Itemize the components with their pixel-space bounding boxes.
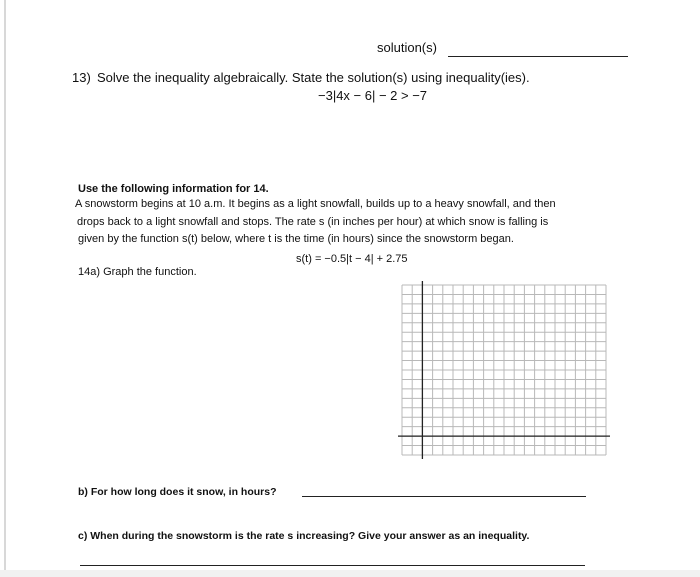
q14c-prompt: c) When during the snowstorm is the rate s increasing? Give your answer as an inequality. xyxy=(78,530,530,542)
page-edge xyxy=(4,0,6,577)
q14-text-line-2: drops back to a light snowfall and stops. The rate s (in inches per hour) at which snow is falling is xyxy=(77,216,549,228)
q14-heading: Use the following information for 14. xyxy=(78,183,269,195)
q14-text-line-1: A snowstorm begins at 10 a.m. It begins as a light snowfall, builds up to a heavy snowfall, and then xyxy=(75,198,556,210)
q14b-prompt: b) For how long does it snow, in hours? xyxy=(78,486,277,498)
solution-label: solution(s) xyxy=(377,40,437,55)
q13-prompt: Solve the inequality algebraically. State the solution(s) using inequality(ies). xyxy=(97,70,530,85)
q14a-prompt: 14a) Graph the function. xyxy=(78,266,197,278)
q14b-answer-line[interactable] xyxy=(302,496,586,497)
blank-graph-grid[interactable] xyxy=(398,281,610,459)
q14-text-line-3: given by the function s(t) below, where t is the time (in hours) since the snowstorm began. xyxy=(78,233,514,245)
q14-function: s(t) = −0.5|t − 4| + 2.75 xyxy=(296,253,408,265)
q14c-answer-line[interactable] xyxy=(80,565,585,566)
q13-inequality: −3|4x − 6| − 2 > −7 xyxy=(318,88,428,103)
q13-number: 13) xyxy=(72,70,91,85)
solution-answer-line xyxy=(448,56,628,57)
page-bottom-strip xyxy=(0,570,700,577)
